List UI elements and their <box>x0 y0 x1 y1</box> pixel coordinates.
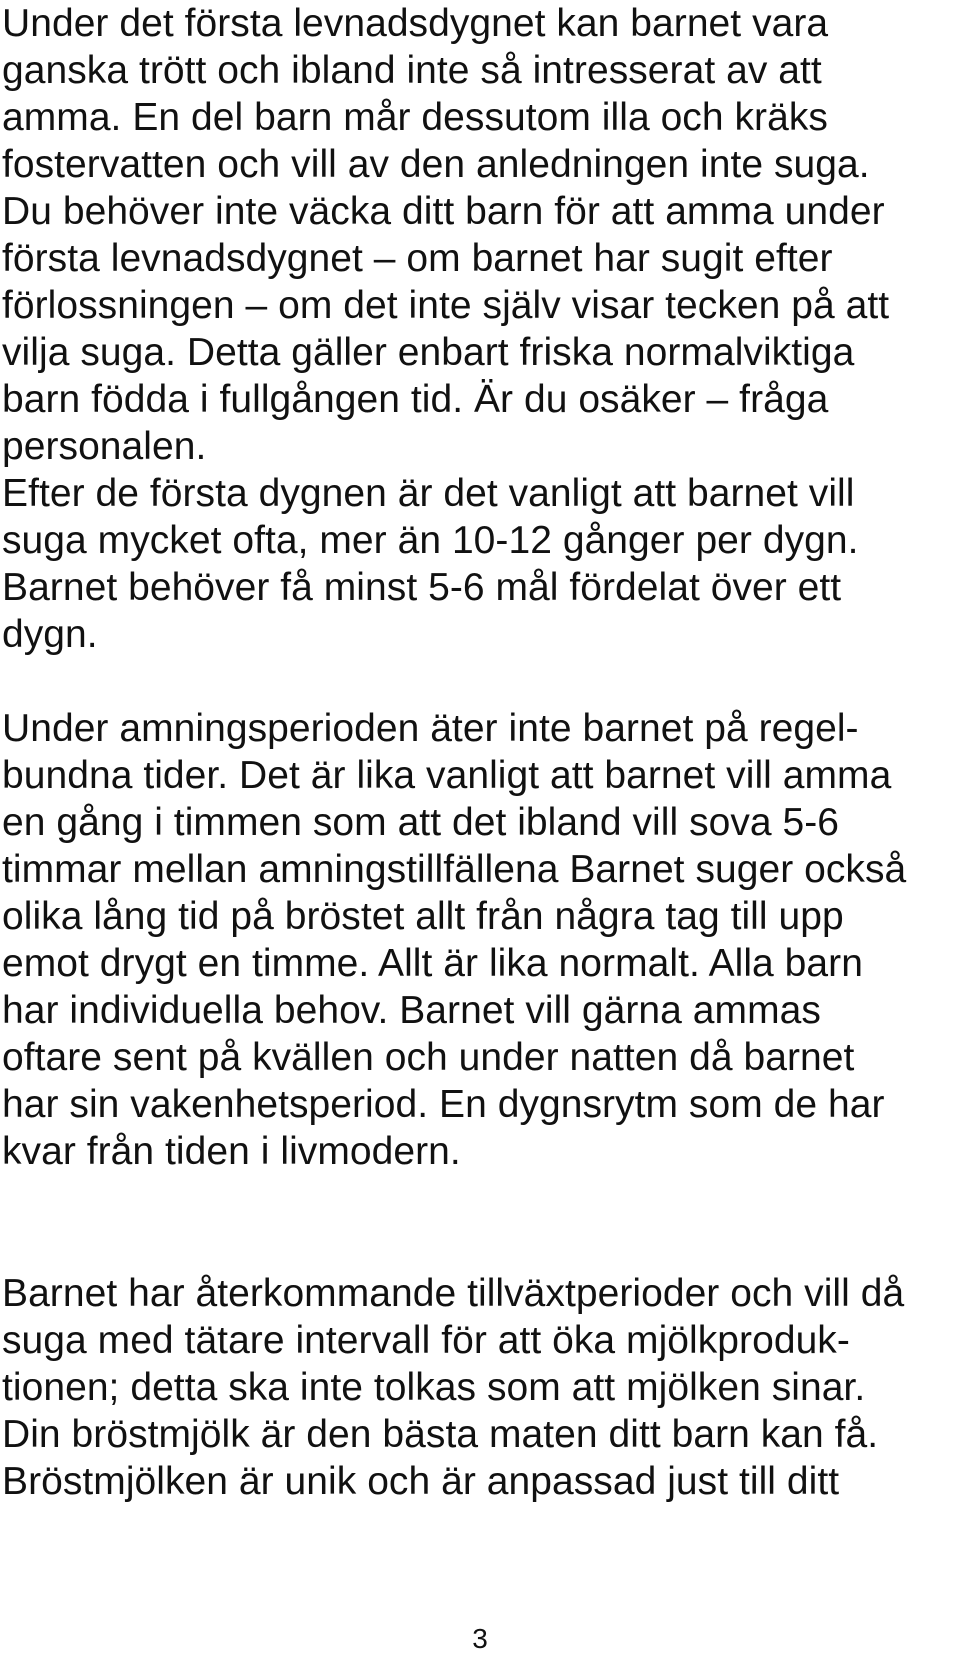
text-line: olika lång tid på bröstet allt från några tag till upp <box>2 895 844 938</box>
text-line: barn födda i fullgången tid. Är du osäker – fråga <box>2 378 829 421</box>
text-line: har individuella behov. Barnet vill gärna ammas <box>2 989 821 1032</box>
text-line: Din bröstmjölk är den bästa maten ditt barn kan få. <box>2 1413 879 1456</box>
text-line: Under det första levnadsdygnet kan barnet vara <box>2 2 829 45</box>
text-line: amma. En del barn mår dessutom illa och kräks <box>2 96 828 139</box>
text-line: suga mycket ofta, mer än 10-12 gånger per dygn. <box>2 519 859 562</box>
text-line: Bröstmjölken är unik och är anpassad just till ditt <box>2 1460 840 1503</box>
text-line: personalen. <box>2 425 207 468</box>
text-line: Du behöver inte väcka ditt barn för att amma under <box>2 190 885 233</box>
paragraph-3 <box>2 1270 952 1505</box>
text-line: Barnet behöver få minst 5-6 mål fördelat över ett <box>2 566 842 609</box>
paragraph-1 <box>2 0 952 658</box>
text-line: ganska trött och ibland inte så intresserat av att <box>2 49 822 92</box>
paragraph-spacer <box>2 1175 952 1270</box>
text-line: tionen; detta ska inte tolkas som att mjölken sinar. <box>2 1366 866 1409</box>
paragraph-2 <box>2 705 952 1175</box>
text-line: bundna tider. Det är lika vanligt att barnet vill amma <box>2 754 892 797</box>
text-line: Efter de första dygnen är det vanligt att barnet vill <box>2 472 855 515</box>
text-line: kvar från tiden i livmodern. <box>2 1130 461 1173</box>
text-line: suga med tätare intervall för att öka mjölkproduk- <box>2 1319 850 1362</box>
paragraph-spacer <box>2 658 952 705</box>
text-line: första levnadsdygnet – om barnet har sugit efter <box>2 237 833 280</box>
text-line: fostervatten och vill av den anledningen inte suga. <box>2 143 870 186</box>
text-line: har sin vakenhetsperiod. En dygnsrytm som de har <box>2 1083 885 1126</box>
text-line: en gång i timmen som att det ibland vill sova 5-6 <box>2 801 840 844</box>
page-number: 3 <box>472 1623 488 1654</box>
text-line: oftare sent på kvällen och under natten då barnet <box>2 1036 855 1079</box>
text-line: dygn. <box>2 613 98 656</box>
text-line: förlossningen – om det inte själv visar tecken på att <box>2 284 890 327</box>
text-line: Barnet har återkommande tillväxtperioder och vill då <box>2 1272 905 1315</box>
text-line: emot drygt en timme. Allt är lika normalt. Alla barn <box>2 942 863 985</box>
text-line: vilja suga. Detta gäller enbart friska normalviktiga <box>2 331 855 374</box>
text-line: Under amningsperioden äter inte barnet på regel- <box>2 707 859 750</box>
text-line: timmar mellan amningstillfällena Barnet suger också <box>2 848 907 891</box>
body-text <box>2 0 952 1505</box>
